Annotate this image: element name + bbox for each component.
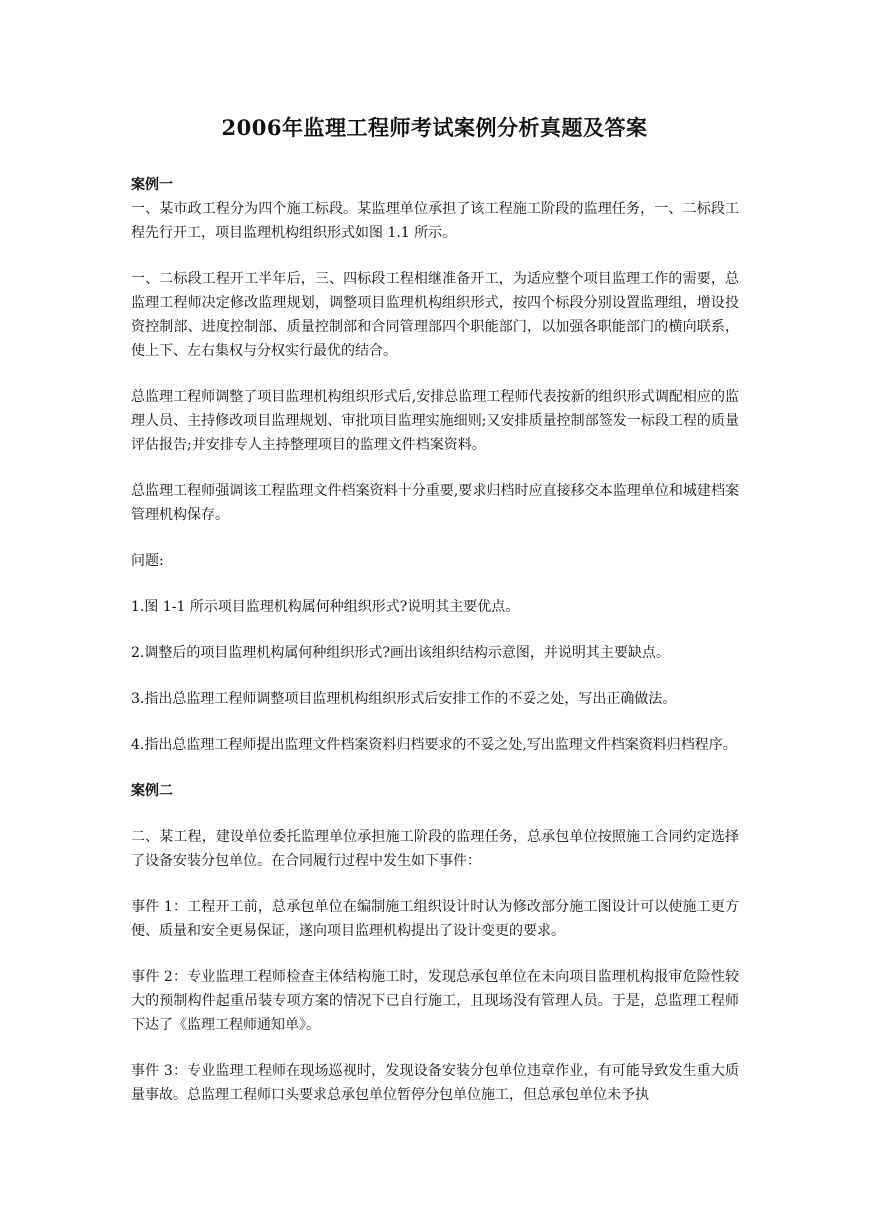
event-2: 事件 2：专业监理工程师检查主体结构施工时，发现总承包单位在未向项目监理机构报审危险性较大的预制构件起重吊装专项方案的情况下已自行施工，且现场没有管理人员。于是，总监理工程师下达了《监理工程师通知单》。: [131, 969, 739, 1033]
questions-label: 问题:: [131, 553, 164, 569]
case2-heading: 案例二: [131, 783, 173, 799]
question-1: 1.图 1-1 所示项目监理机构属何种组织形式?说明其主要优点。: [131, 599, 520, 615]
case1-paragraph-1: 一、某市政工程分为四个施工标段。某监理单位承担了该工程施工阶段的监理任务，一、二标段工程先行开工，项目监理机构组织形式如图 1.1 所示。: [131, 201, 739, 241]
document-body: [131, 173, 739, 1107]
case1-paragraph-4: 总监理工程师强调该工程监理文件档案资料十分重要,要求归档时应直接移交本监理单位和城建档案管理机构保存。: [131, 483, 739, 523]
question-4: 4.指出总监理工程师提出监理文件档案资料归档要求的不妥之处,写出监理文件档案资料归档程序。: [131, 737, 737, 753]
case1-paragraph-2: 一、二标段工程开工半年后，三、四标段工程相继准备开工，为适应整个项目监理工作的需要，总监理工程师决定修改监理规划，调整项目监理机构组织形式，按四个标段分别设置监理组，增设投资控制部、进度控制部、质量控制部和合同管理部四个职能部门，以加强各职能部门的横向联系，使上下、左右集权与分权实行最优的结合。: [131, 271, 739, 359]
document-title: 2006年监理工程师考试案例分析真题及答案: [221, 115, 648, 140]
event-1: 事件 1：工程开工前，总承包单位在编制施工组织设计时认为修改部分施工图设计可以使施工更方便、质量和安全更易保证，遂向项目监理机构提出了设计变更的要求。: [131, 899, 739, 939]
case1-heading: 案例一: [131, 177, 173, 193]
question-3: 3.指出总监理工程师调整项目监理机构组织形式后安排工作的不妥之处，写出正确做法。: [131, 691, 677, 707]
event-3: 事件 3：专业监理工程师在现场巡视时，发现设备安装分包单位违章作业，有可能导致发生重大质量事故。总监理工程师口头要求总承包单位暂停分包单位施工，但总承包单位未予执: [131, 1063, 739, 1103]
case1-paragraph-3: 总监理工程师调整了项目监理机构组织形式后,安排总监理工程师代表按新的组织形式调配相应的监理人员、主持修改项目监理规划、审批项目监理实施细则;又安排质量控制部签发一标段工程的质量评估报告;并安排专人主持整理项目的监理文件档案资料。: [131, 389, 739, 453]
case2-paragraph-1: 二、某工程，建设单位委托监理单位承担施工阶段的监理任务，总承包单位按照施工合同约定选择了设备安装分包单位。在合同履行过程中发生如下事件：: [131, 829, 739, 869]
question-2: 2.调整后的项目监理机构属何种组织形式?画出该组织结构示意图，并说明其主要缺点。: [131, 645, 670, 661]
